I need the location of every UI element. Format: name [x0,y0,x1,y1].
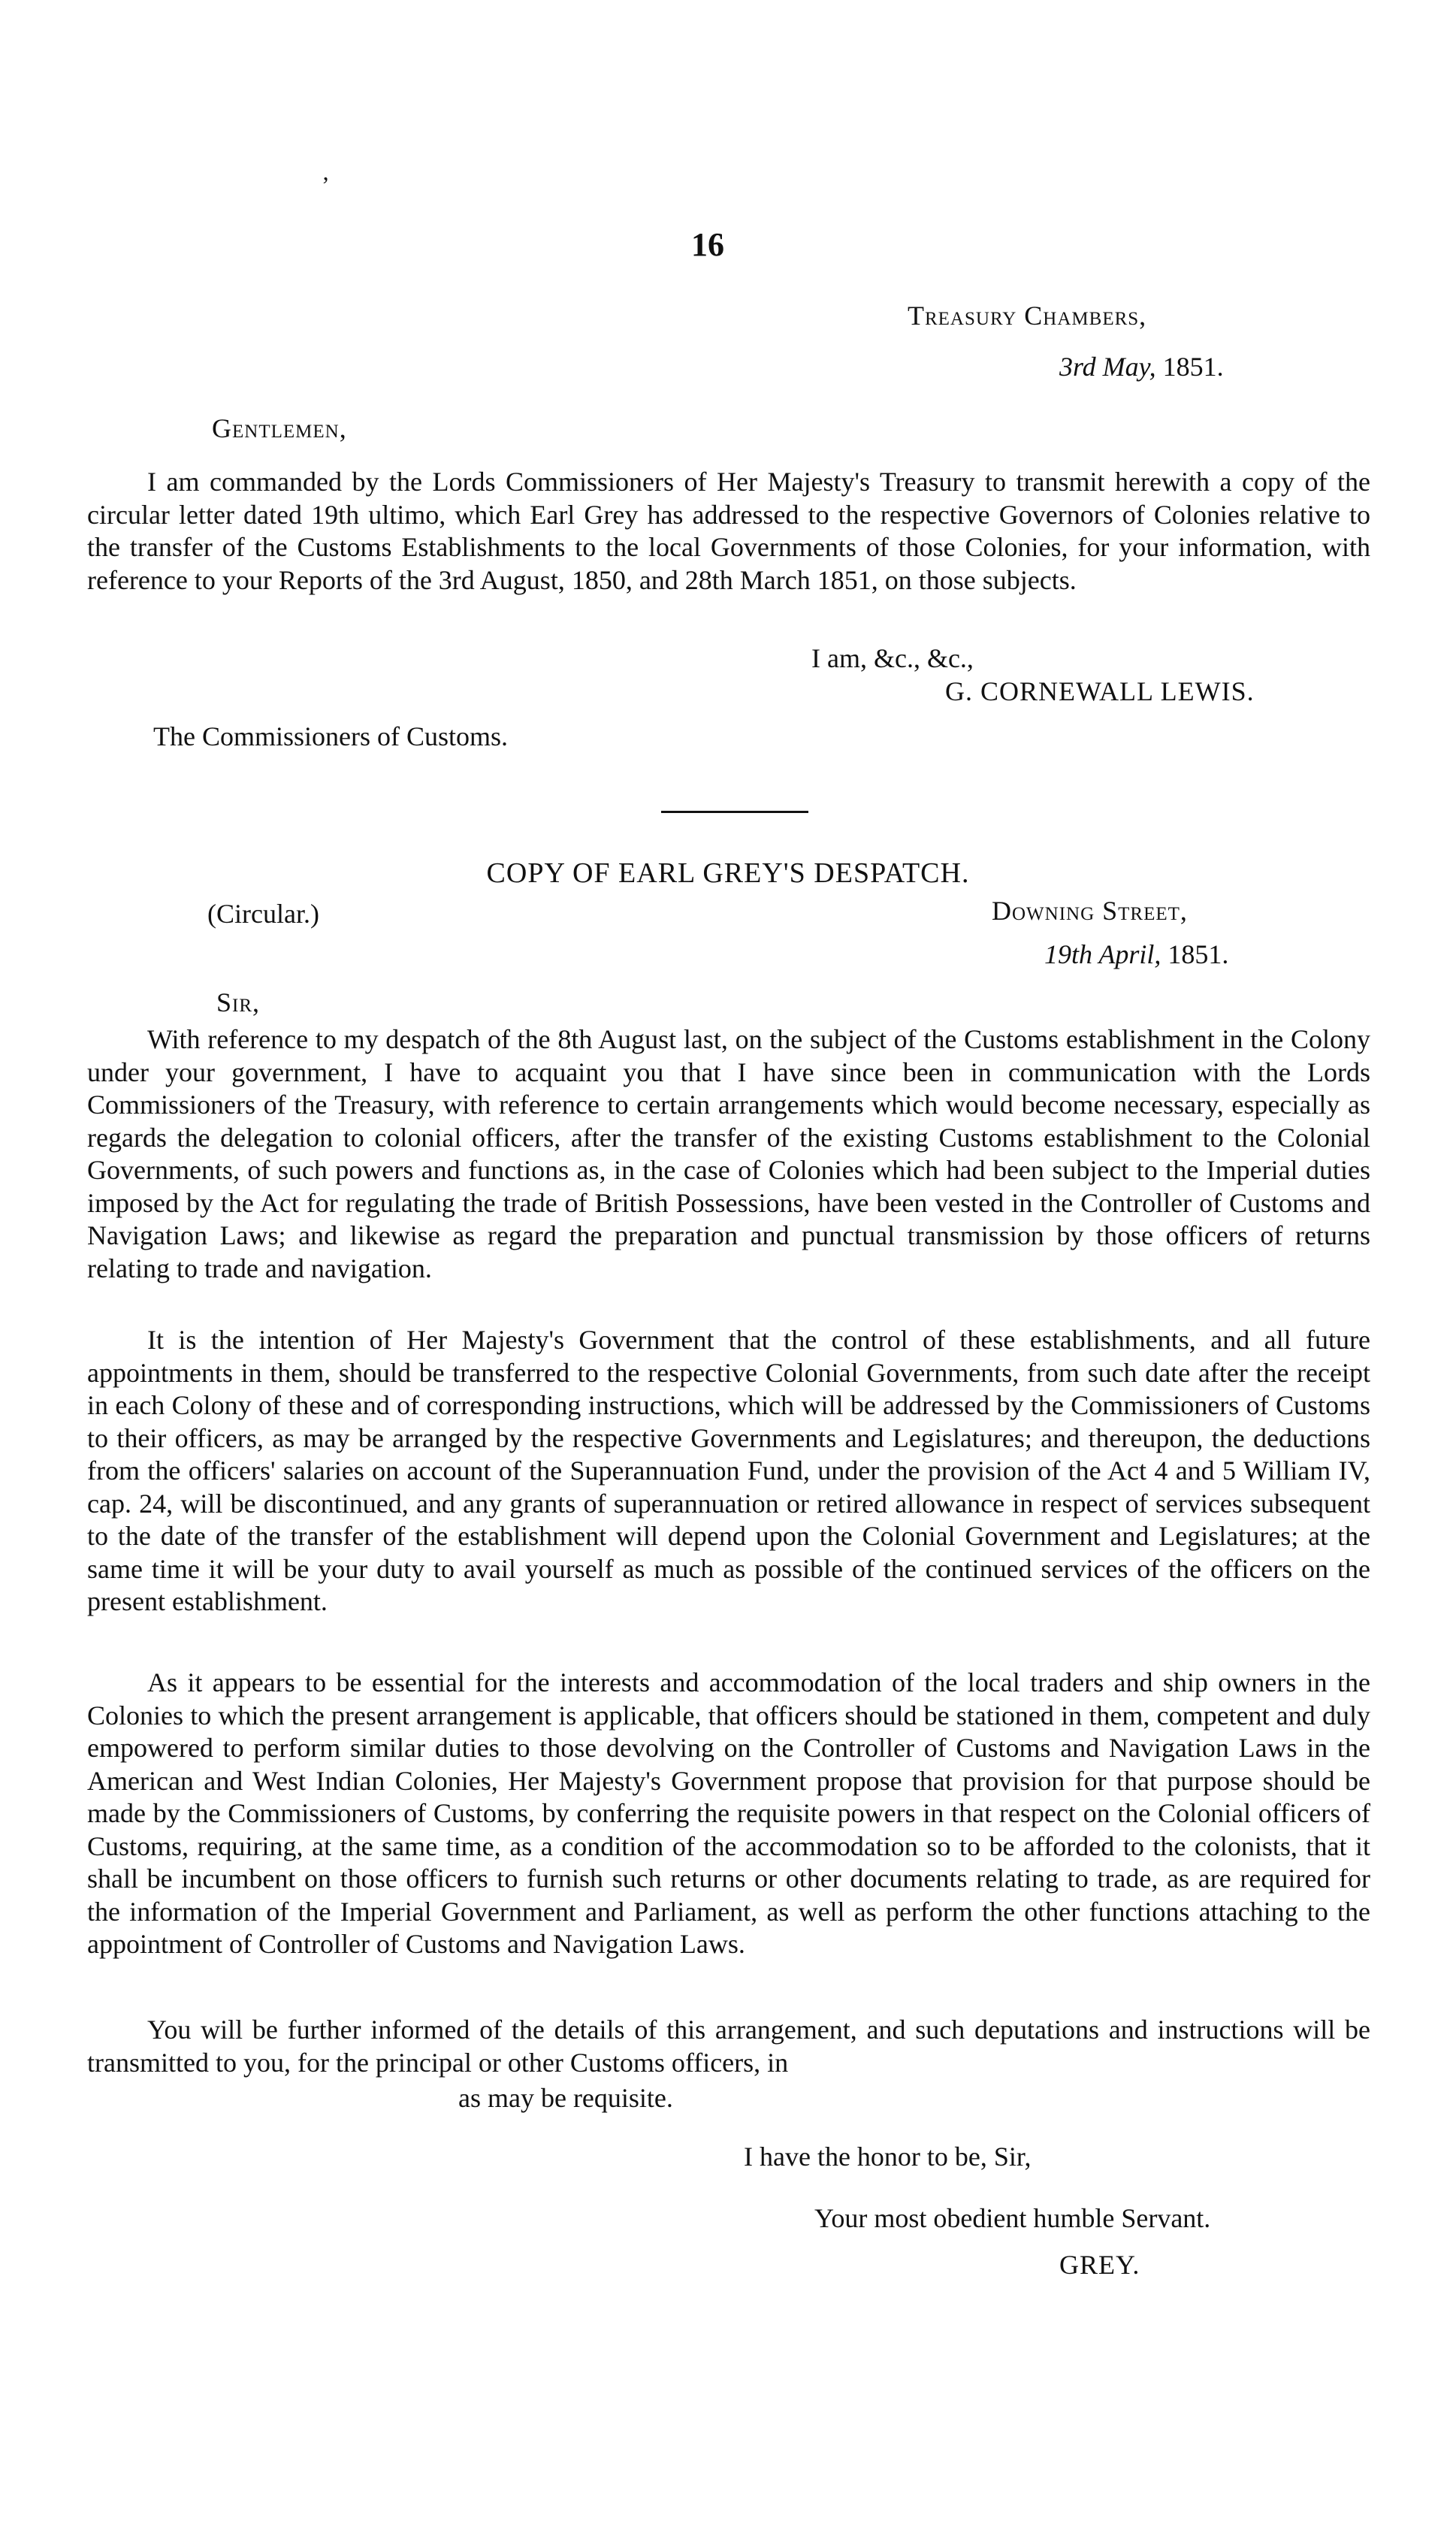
letter1-date-year: 1851. [1162,352,1224,382]
despatch-signature: GREY. [1059,2250,1140,2280]
letter1-body: I am commanded by the Lords Commissioners of Her Majesty's Treasury to transmit herewith a copy of the circular letter dated 19th ultimo, which Earl Grey has addressed to the respective Governors of Colonies relative to the transfer of the Customs Establishments to the local Governments of those Colonies, for your information, with reference to your Reports of the 3rd August, 1850, and 28th March 1851, on those subjects. [87,467,1370,595]
despatch-address: Downing Street, [992,896,1188,926]
despatch-paragraph-3: As it appears to be essential for the interests and accommodation of the local traders and ship owners in the Colonies to which the present arrangement is applicable, that officers should be stationed in them, competent and duly empowered to perform similar duties to those devolving on the Controller of Customs and Navigation Laws in the American and West Indian Colonies, Her Majesty's Government propose that provision for that purpose should be made by the Commissioners of Customs, by conferring the requisite powers in that respect on the Colonial officers of Customs, requiring, at the same time, as a condition of the accommodation so to be afforded to the colonists, that it shall be incumbent on those officers to furnish such returns or other documents relating to trade, as are required for the information of the Imperial Government and Parliament, as well as perform the other functions attaching to the appointment of Controller of Customs and Navigation Laws. [87,1667,1370,1959]
despatch-paragraph-1: With reference to my despatch of the 8th August last, on the subject of the Customs establishment in the Colony under your government, I have to acquaint you that I have since been in communication with the Lords Commissioners of the Treasury, with reference to certain arrangements which would become necessary, especially as regards the delegation to colonial officers, after the transfer of the existing Customs establishment to the Colonial Governments, of such powers and functions as, in the case of Colonies which had been subject to the Imperial duties imposed by the Act for regulating the trade of British Possessions, have been vested in the Controller of Customs and Navigation Laws; and likewise as regard the preparation and punctual transmission by those officers of returns relating to trade and navigation. [87,1024,1370,1283]
letter1-closing: I am, &c., &c., [811,643,974,673]
despatch-paragraph-4: You will be further informed of the details of this arrangement, and such deputations and instructions will be transmitted to you, for the principal or other Customs officers, in [87,2015,1370,2078]
page-number: 16 [691,226,724,263]
despatch-type-label: (Circular.) [207,899,319,929]
letter1-signature: G. CORNEWALL LEWIS. [945,676,1255,706]
section-divider [661,811,808,813]
despatch-date-year: 1851. [1168,939,1229,969]
despatch-date-day: 19th April, [1044,939,1161,969]
stray-mark: ʼ [322,171,330,198]
letter1-address: Treasury Chambers, [908,301,1147,331]
despatch-closing-2: Your most obedient humble Servant. [814,2203,1211,2233]
letter1-date [1059,353,1224,380]
letter1-addressee: The Commissioners of Customs. [153,721,509,751]
despatch-date [1044,941,1228,968]
despatch-paragraph-2: It is the intention of Her Majesty's Government that the control of these establishments, and all future appointments in them, should be transferred to the respective Colonial Governments, from such date after the receipt in each Colony of these and of corresponding instructions, which will be addressed by the Commissioners of Customs to their officers, as may be arranged by the respective Governments and Legislatures; and thereupon, the deductions from the officers' salaries on account of the Superannuation Fund, under the provision of the Act 4 and 5 William IV, cap. 24, will be discontinued, and any grants of superannuation or retired allowance in respect of services subsequent to the date of the transfer of the establishment will depend upon the Colonial Government and Legislatures; at the same time it will be your duty to avail yourself as much as possible of the continued services of the officers on the present establishment. [87,1325,1370,1616]
despatch-heading: COPY OF EARL GREY'S DESPATCH. [486,857,970,889]
despatch-salutation: Sir, [216,987,261,1017]
despatch-closing-1: I have the honor to be, Sir, [744,2142,1032,2172]
letter1-salutation: Gentlemen, [212,413,347,443]
letter1-date-day: 3rd May, [1059,352,1156,382]
despatch-last-line: as may be requisite. [458,2083,673,2113]
